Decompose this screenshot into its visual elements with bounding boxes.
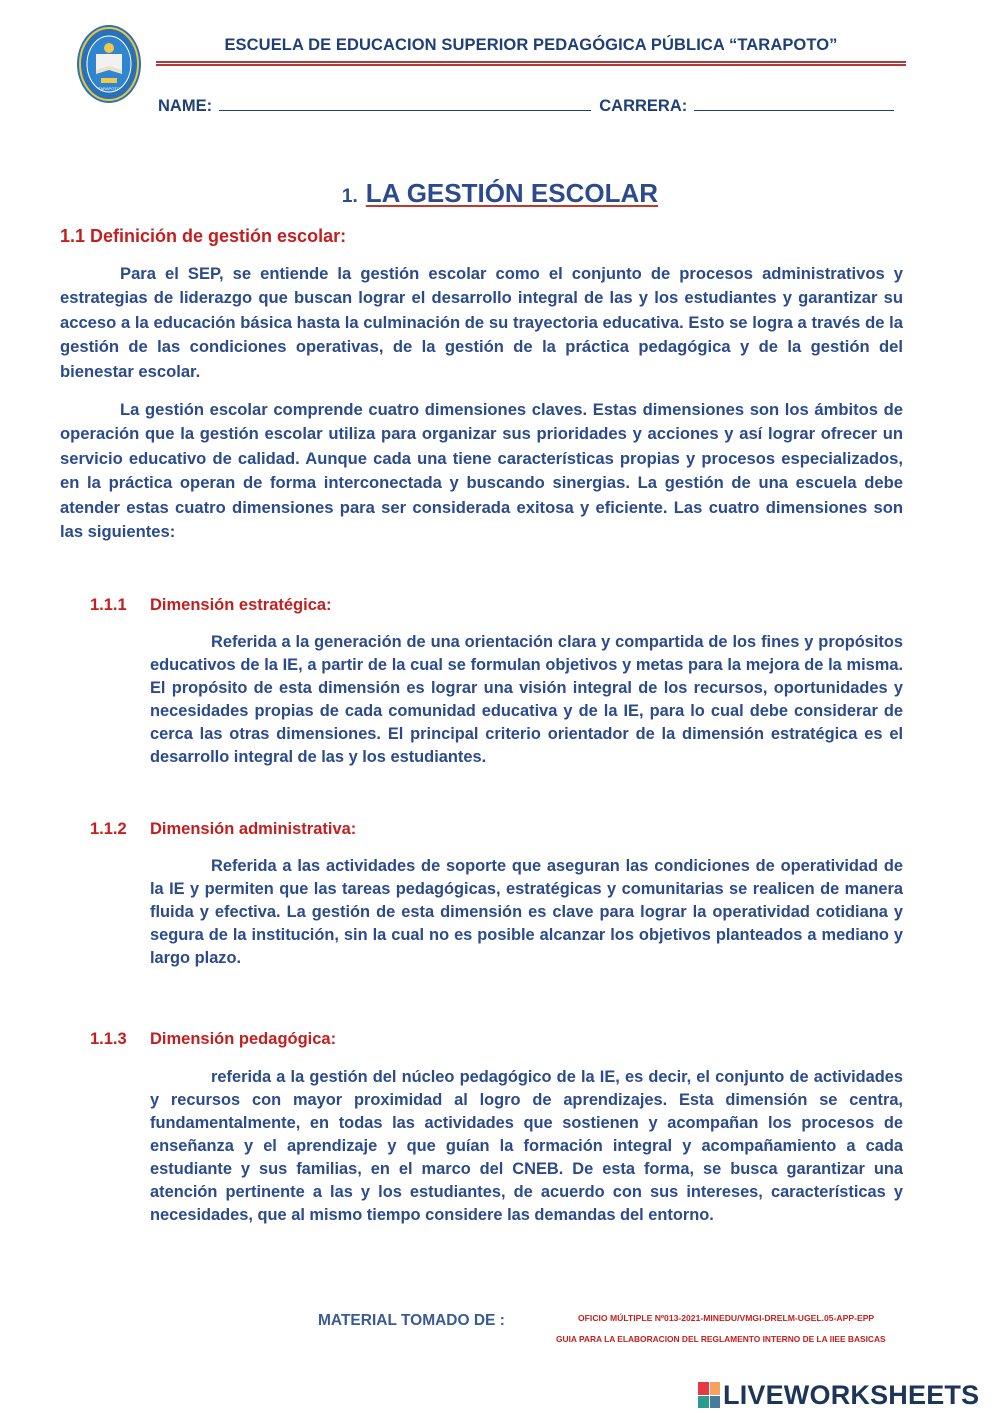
dimension-number: 1.1.3 xyxy=(90,1030,127,1048)
dimension-text-strategic: Referida a la generación de una orientación clara y compartida de los fines y propósitos educativos de la IE, a partir de la cual se formulan objetivos y metas para la mejora de la misma. El propósito de esta dimensión es lograr una visión integral de los recursos, oportunidades y necesidades propias de cada comunidad educativa y de la IE, para lo cual debe considerar de cerca las otras dimensiones. El principal criterio orientador de la dimensión estratégica es el desarrollo integral de las y los estudiantes. xyxy=(150,633,903,766)
liveworksheets-logo-icon xyxy=(698,1382,720,1408)
title-number: 1. xyxy=(341,186,358,207)
name-field[interactable] xyxy=(219,94,591,111)
dimension-heading-strategic xyxy=(90,596,332,615)
dimension-heading-pedagogical xyxy=(90,1030,336,1049)
section-heading: 1.1 Definición de gestión escolar: xyxy=(60,226,347,246)
dimension-text-pedagogical: referida a la gestión del núcleo pedagógico de la IE, es decir, el conjunto de actividades y recursos con mayor proximidad al logro de aprendizajes. Esta dimensión se centra, fundamentalmente, en todas las actividades que sostienen y acompañan los procesos de enseñanza y el aprendizaje y que guían la formación integral y acompañamiento a cada estudiante y sus familias, en el marco del CNEB. De esta forma, se busca garantizar una atención pertinente a las y los estudiantes, de acuerdo con sus intereses, características y necesidades, que al mismo tiempo considere las demandas del entorno. xyxy=(150,1068,903,1224)
source-line-1: OFICIO MÚLTIPLE Nº013-2021-MINEDU/VMGI-DRELM-UGEL.05-APP-EPP xyxy=(578,1313,875,1323)
career-field[interactable] xyxy=(694,94,894,111)
liveworksheets-brand[interactable] xyxy=(698,1378,979,1412)
definition-paragraph-1: Para el SEP, se entiende la gestión escolar como el conjunto de procesos administrativos y estrategias de liderazgo que buscan lograr el desarrollo integral de las y los estudiantes y garantizar su acceso a la educación básica hasta la culminación de su trayectoria educativa. Esto se logra a través de la gestión de las condiciones operativas, de la gestión de la práctica pedagógica y de la gestión del bienestar escolar. xyxy=(60,264,903,381)
page-title xyxy=(0,178,1000,209)
student-fields xyxy=(158,94,898,116)
brand-wordmark: LIVEWORKSHEETS xyxy=(723,1379,980,1410)
dimension-title: Dimensión administrativa: xyxy=(150,820,357,838)
dimension-number: 1.1.2 xyxy=(90,820,127,838)
header-rule xyxy=(156,61,906,66)
school-seal-logo xyxy=(76,24,142,104)
dimension-title: Dimensión estratégica: xyxy=(150,596,332,614)
source-label: MATERIAL TOMADO DE : xyxy=(318,1312,505,1329)
dimension-number: 1.1.1 xyxy=(90,596,127,614)
title-text: LA GESTIÓN ESCOLAR xyxy=(365,178,659,208)
career-label: CARRERA: xyxy=(599,97,688,115)
definition-paragraph-2: La gestión escolar comprende cuatro dimensiones claves. Estas dimensiones son los ámbitos de operación que la gestión escolar utiliza para organizar sus prioridades y acciones y así lograr ofrecer un servicio educativo de calidad. Aunque cada una tiene características propias y procesos especializados, en la práctica operan de forma interconectada y buscando sinergias. La gestión de una escuela debe atender estas cuatro dimensiones para ser considerada exitosa y eficiente. Las cuatro dimensiones son las siguientes: xyxy=(60,400,903,542)
school-name: ESCUELA DE EDUCACION SUPERIOR PEDAGÓGICA PÚBLICA “TARAPOTO” xyxy=(224,36,838,54)
dimension-title: Dimensión pedagógica: xyxy=(150,1030,337,1048)
dimension-heading-administrative xyxy=(90,820,356,839)
name-label: NAME: xyxy=(158,97,213,115)
dimension-text-administrative: Referida a las actividades de soporte que aseguran las condiciones de operatividad de la IE y permiten que las tareas pedagógicas, estratégicas y comunitarias se realicen de manera fluida y efectiva. La gestión de esta dimensión es clave para lograr la operatividad cotidiana y segura de la institución, sin la cual no es posible alcanzar los objetivos planteados a mediano y largo plazo. xyxy=(150,857,903,967)
svg-text:TARAPOTO: TARAPOTO xyxy=(98,86,120,91)
source-line-2: GUIA PARA LA ELABORACION DEL REGLAMENTO INTERNO DE LA IIEE BASICAS xyxy=(556,1334,886,1344)
